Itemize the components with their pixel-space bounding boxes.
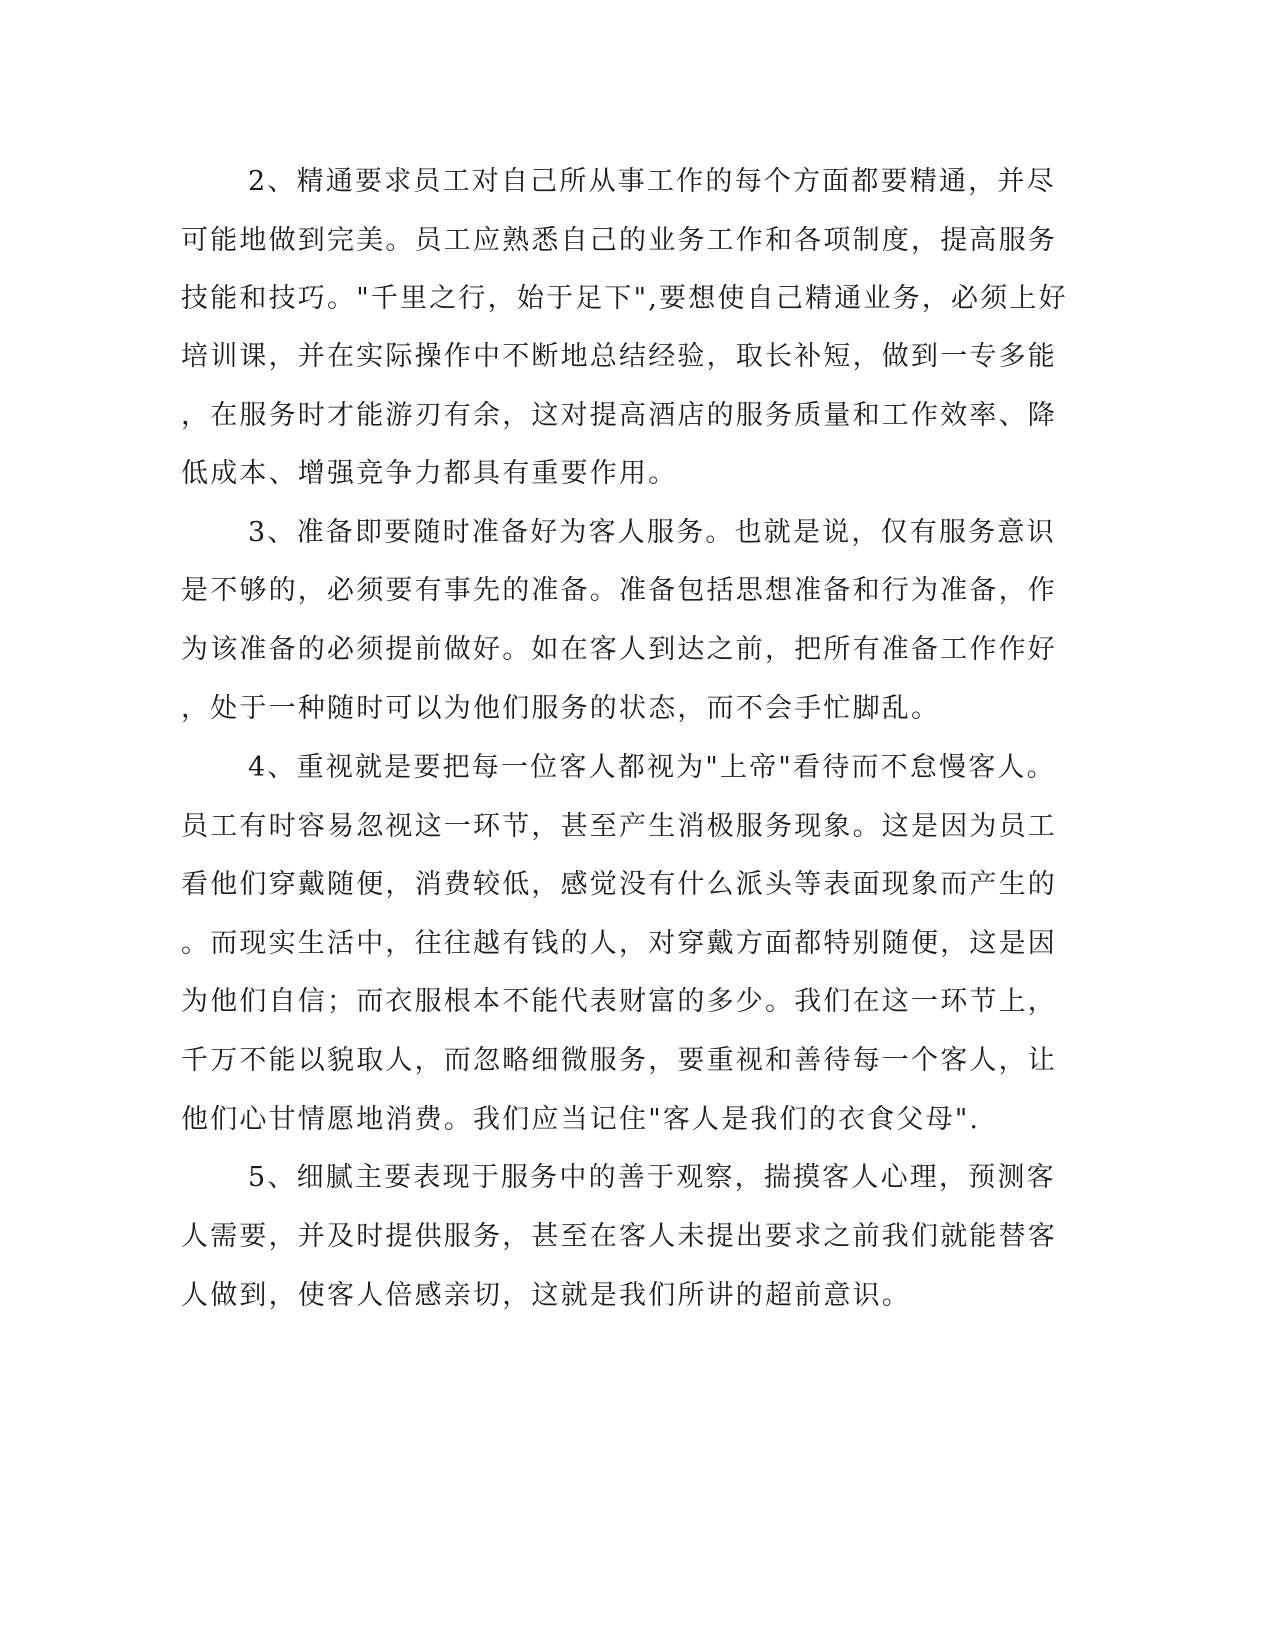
text-line: 他们心甘情愿地消费。我们应当记住"客人是我们的衣食父母". [181, 1104, 981, 1135]
text-line: 人需要，并及时提供服务，甚至在客人未提出要求之前我们就能替客 [181, 1221, 1057, 1252]
text-line: 员工有时容易忽视这一环节，甚至产生消极服务现象。这是因为员工 [181, 811, 1057, 842]
text-line: 为该准备的必须提前做好。如在客人到达之前，把所有准备工作作好 [181, 634, 1057, 665]
text-line: 是不够的，必须要有事先的准备。准备包括思想准备和行为准备，作 [181, 575, 1057, 606]
text-line: 可能地做到完美。员工应熟悉自己的业务工作和各项制度，提高服务 [181, 225, 1057, 256]
text-line: 培训课，并在实际操作中不断地总结经验，取长补短，做到一专多能 [181, 341, 1057, 372]
text-line: 看他们穿戴随便，消费较低，感觉没有什么派头等表面现象而产生的 [181, 869, 1057, 900]
text-line: 3、准备即要随时准备好为客人服务。也就是说，仅有服务意识 [248, 517, 1056, 548]
text-line: 2、精通要求员工对自己所从事工作的每个方面都要精通，并尽 [248, 166, 1056, 197]
text-line: 低成本、增强竞争力都具有重要作用。 [181, 458, 678, 489]
text-line: 人做到，使客人倍感亲切，这就是我们所讲的超前意识。 [181, 1280, 911, 1311]
text-line: 。而现实生活中，往往越有钱的人，对穿戴方面都特别随便，这是因 [181, 928, 1057, 959]
text-line: 4、重视就是要把每一位客人都视为"上帝"看待而不怠慢客人。 [248, 752, 1056, 783]
text-line: ，在服务时才能游刃有余，这对提高酒店的服务质量和工作效率、降 [181, 400, 1057, 431]
text-line: 为他们自信；而衣服根本不能代表财富的多少。我们在这一环节上， [181, 986, 1057, 1017]
text-line: 技能和技巧。"千里之行，始于足下",要想使自己精通业务，必须上好 [181, 283, 1068, 314]
text-line: 5、细腻主要表现于服务中的善于观察，揣摸客人心理，预测客 [248, 1162, 1056, 1193]
text-line: ，处于一种随时可以为他们服务的状态，而不会手忙脚乱。 [181, 693, 941, 724]
text-line: 千万不能以貌取人，而忽略细微服务，要重视和善待每一个客人，让 [181, 1045, 1057, 1076]
